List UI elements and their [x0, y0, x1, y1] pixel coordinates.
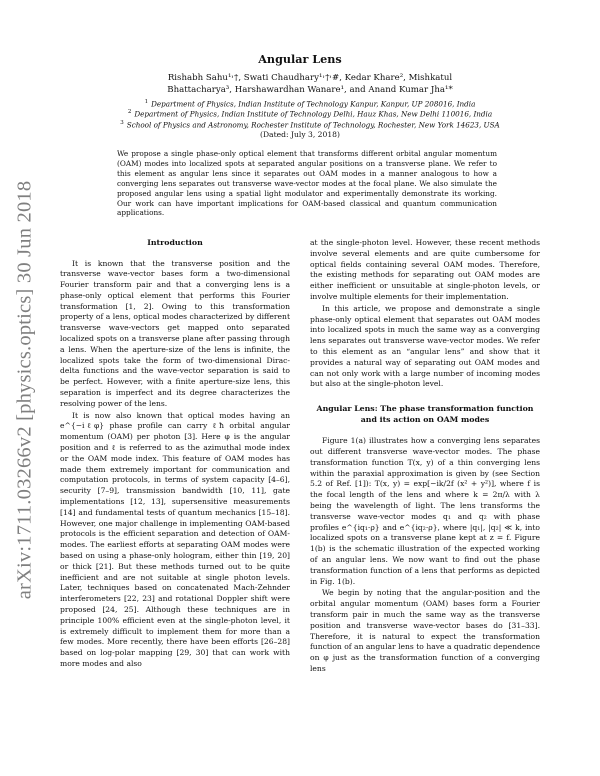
affiliation-number: 2	[127, 109, 132, 115]
body-paragraph: In this article, we propose and demonstrate a single phase-only optical element that separates out OAM modes into localized spots in much the same way as a converging lens separates out transverse wave-vector modes. We refer to this element as an “angular lens” and show that it provides a natural way of separating out OAM modes and can not only work with a large number of incoming modes but also at the single-photon level.	[310, 303, 540, 389]
affiliation-number: 1	[144, 99, 149, 105]
body-paragraph: at the single-photon level. However, these recent methods involve several elements and are quite cumbersome for optical fields containing several OAM modes. Therefore, the existing methods for separating out OAM modes are either inefficient or unsuitable at single-photon levels, or involve multiple elements for their implementation.	[310, 238, 540, 301]
left-column	[60, 238, 290, 670]
paper-title: Angular Lens	[258, 52, 342, 66]
affiliation-text: Department of Physics, Indian Institute of Technology Kanpur, Kanpur, UP 208016, India	[151, 99, 476, 109]
body-paragraph: It is known that the transverse position and the transverse wave-vector bases form a two-dimensional Fourier transform pair and that a converging lens is a phase-only optical element that performs this Fourier transformation [1, 2]. Owing to this transformation property of a lens, optical modes characterized by different transverse wave-vectors get mapped onto separated localized spots on a transverse plane after passing through a lens. When the aperture-size of the lens is infinite, the localized spots take the form of two-dimensional Dirac-delta functions and the wave-vector separation is said to be perfect. However, with a finite aperture-size lens, this separation is imperfect and its degree characterizes the resolving power of the lens.	[60, 258, 290, 408]
author-line-1: Rishabh Sahu¹˒†, Swati Chaudhary¹˒†˒#, Kedar Khare², Mishkatul	[167, 73, 453, 83]
affiliation-3	[60, 119, 560, 130]
affiliation-text: Department of Physics, Indian Institute of Technology Delhi, Hauz Khas, New Delhi 110016, India	[134, 109, 493, 119]
body-paragraph: We begin by noting that the angular-position and the orbital angular momentum (OAM) bases form a Fourier transform pair in much the same way as the transverse position and transverse wave-vector bases do [31–33]. Therefore, it is natural to expect the transformation function of an angular lens to have a quadratic dependence on φ just as the transformation function of a converging lens	[310, 588, 540, 673]
right-column	[310, 238, 540, 675]
section-heading-line-2: and its action on OAM modes	[360, 414, 490, 424]
section-heading-line-1: Angular Lens: The phase transformation function	[316, 404, 534, 414]
affiliation-2	[60, 108, 560, 119]
section-heading-angular-lens	[310, 404, 540, 425]
affiliation-text: School of Physics and Astronomy, Rochester Institute of Technology, Rochester, New York 14623, USA	[126, 120, 500, 130]
section-heading-introduction: Introduction	[147, 238, 203, 247]
arxiv-identifier: arXiv:1711.03266v2 [physics.optics] 30 Jun 2018	[13, 180, 36, 600]
body-paragraph: It is now also known that optical modes having an e^{−iℓφ} phase profile can carry ℓħ orbital angular momentum (OAM) per photon [3]. Here φ is the angular position and ℓ is referred to as the azimuthal mode index or the OAM mode index. This feature of OAM modes has made them extremely important for communication and computation protocols, in terms of system capacity [4–6], security [7–9], transmission bandwidth [10, 11], gate implementations [12, 13], supersensitive measurements [14] and fundamental tests of quantum mechanics [15–18]. However, one major challenge in implementing OAM-based protocols is the efficient separation and detection of OAM-modes. The earliest efforts at separating OAM modes were based on using a phase-only hologram, either thin [19, 20] or thick [21]. But these methods turned out to be quite inefficient and are not suitable at single photon levels. Later, techniques based on concatenated Mach-Zehnder interferometers [22, 23] and rotational Doppler shift were proposed [24, 25]. Although these techniques are in principle 100% efficient even at the single-photon level, it is extremely difficult to implement them for more than a few modes. More recently, there have been efforts [26–28] based on log-polar mapping [29, 30] that can work with more modes and also	[60, 410, 290, 668]
arxiv-stamp	[8, 140, 42, 640]
affiliation-number: 3	[120, 120, 124, 126]
dated-line: (Dated: July 3, 2018)	[260, 130, 340, 139]
body-paragraph: Figure 1(a) illustrates how a converging lens separates out different transverse wave-vector modes. The phase transformation function T(x, y) of a thin converging lens within the paraxial approximation is given by (see Section 5.2 of Ref. [1]): T(x, y) = exp[−ik/2f (x² + y²)], where f is the focal length of the lens and where k = 2π/λ with λ being the wavelength of light. The lens transforms the transverse wave-vector modes q₁ and q₂ with phase profiles e^{iq₁·ρ} and e^{iq₂·ρ}, where |q₁|, |q₂| ≪ k, into localized spots on a transverse plane kept at z = f. Figure 1(b) is the schematic illustration of the expected working of an angular lens. We now want to find out the phase transformation function of a lens that performs as depicted in Fig. 1(b).	[310, 436, 540, 586]
abstract: We propose a single phase-only optical element that transforms different orbital angular momentum (OAM) modes into localized spots at separated angular positions on a transverse plane. We refer to this element as angular lens since it separates out OAM modes in a manner analogous to how a converging lens separates out transverse wave-vector modes at the focal plane. We also simulate the proposed angular lens using a spatial light modulator and experimentally demonstrate its working. Our work can have important implications for OAM-based classical and quantum communication applications.	[117, 149, 497, 218]
author-list	[110, 73, 510, 96]
author-line-2: Bhattacharya³, Harshawardhan Wanare¹, and Anand Kumar Jha¹*	[167, 84, 453, 95]
